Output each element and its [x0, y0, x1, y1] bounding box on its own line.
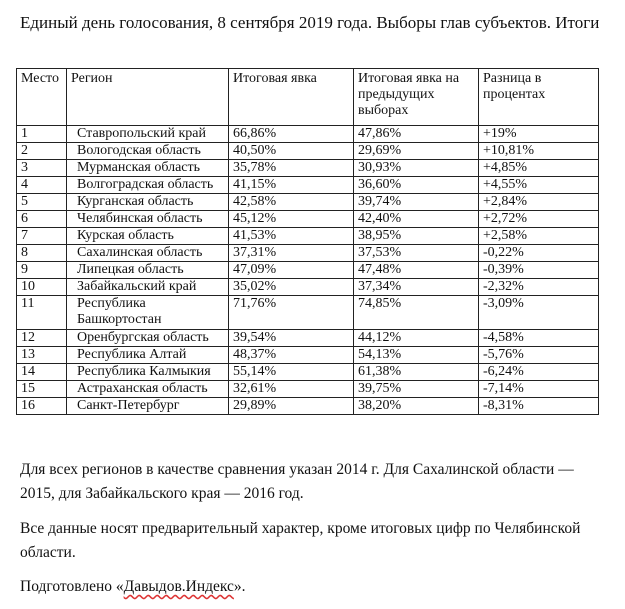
region-cell: Вологодская область: [67, 143, 229, 160]
difference-cell: +4,55%: [479, 177, 599, 194]
region-cell: Липецкая область: [67, 262, 229, 279]
difference-cell: -0,22%: [479, 245, 599, 262]
region-cell: Республика Алтай: [67, 347, 229, 364]
region-cell: Астраханская область: [67, 381, 229, 398]
table-row: [17, 194, 599, 211]
region-cell: Республика Башкортостан: [67, 296, 229, 330]
previous-turnout-cell: 39,75%: [354, 381, 479, 398]
table-row: [17, 296, 599, 330]
region-cell: Республика Калмыкия: [67, 364, 229, 381]
region-cell: Курская область: [67, 228, 229, 245]
turnout-cell: 29,89%: [229, 398, 354, 415]
header-turnout: Итоговая явка: [229, 69, 354, 126]
place-cell: 6: [17, 211, 67, 228]
davydov-index-link[interactable]: Давыдов.Индекс: [123, 578, 234, 595]
region-cell: Оренбургская область: [67, 330, 229, 347]
previous-turnout-cell: 74,85%: [354, 296, 479, 330]
region-cell: Забайкальский край: [67, 279, 229, 296]
previous-turnout-cell: 47,48%: [354, 262, 479, 279]
turnout-cell: 47,09%: [229, 262, 354, 279]
place-cell: 16: [17, 398, 67, 415]
table-row: [17, 279, 599, 296]
difference-cell: -5,76%: [479, 347, 599, 364]
place-cell: 2: [17, 143, 67, 160]
previous-turnout-cell: 44,12%: [354, 330, 479, 347]
table-row: [17, 143, 599, 160]
previous-turnout-cell: 30,93%: [354, 160, 479, 177]
place-cell: 11: [17, 296, 67, 330]
difference-cell: -7,14%: [479, 381, 599, 398]
prepared-prefix: Подготовлено «: [20, 578, 124, 595]
turnout-cell: 42,58%: [229, 194, 354, 211]
place-cell: 7: [17, 228, 67, 245]
previous-turnout-cell: 54,13%: [354, 347, 479, 364]
region-cell: Сахалинская область: [67, 245, 229, 262]
previous-turnout-cell: 37,53%: [354, 245, 479, 262]
table-row: [17, 126, 599, 143]
header-previous-turnout: Итоговая явка на предыдущих выборах: [354, 69, 479, 126]
region-cell: Санкт-Петербург: [67, 398, 229, 415]
turnout-cell: 55,14%: [229, 364, 354, 381]
turnout-cell: 71,76%: [229, 296, 354, 330]
difference-cell: -8,31%: [479, 398, 599, 415]
place-cell: 8: [17, 245, 67, 262]
place-cell: 5: [17, 194, 67, 211]
turnout-cell: 48,37%: [229, 347, 354, 364]
place-cell: 12: [17, 330, 67, 347]
table-row: [17, 398, 599, 415]
difference-cell: +2,72%: [479, 211, 599, 228]
page-title: Единый день голосования, 8 сентября 2019 года. Выборы глав субъектов. Итоги: [20, 13, 600, 32]
header-place: Место: [17, 69, 67, 126]
header-region: Регион: [67, 69, 229, 126]
table-row: [17, 245, 599, 262]
difference-cell: -2,32%: [479, 279, 599, 296]
difference-cell: +4,85%: [479, 160, 599, 177]
turnout-cell: 35,02%: [229, 279, 354, 296]
place-cell: 10: [17, 279, 67, 296]
place-cell: 15: [17, 381, 67, 398]
table-row: [17, 228, 599, 245]
turnout-cell: 41,15%: [229, 177, 354, 194]
difference-cell: +19%: [479, 126, 599, 143]
difference-cell: +2,84%: [479, 194, 599, 211]
table-row: [17, 160, 599, 177]
previous-turnout-cell: 42,40%: [354, 211, 479, 228]
previous-turnout-cell: 38,95%: [354, 228, 479, 245]
previous-turnout-cell: 37,34%: [354, 279, 479, 296]
region-cell: Ставропольский край: [67, 126, 229, 143]
region-cell: Волгоградская область: [67, 177, 229, 194]
prepared-suffix: ».: [233, 578, 246, 595]
turnout-cell: 37,31%: [229, 245, 354, 262]
results-table: [16, 68, 599, 415]
turnout-cell: 45,12%: [229, 211, 354, 228]
turnout-cell: 35,78%: [229, 160, 354, 177]
prepared-by-note: [20, 575, 610, 599]
table-row: [17, 364, 599, 381]
turnout-cell: 41,53%: [229, 228, 354, 245]
turnout-cell: 39,54%: [229, 330, 354, 347]
difference-cell: -0,39%: [479, 262, 599, 279]
turnout-cell: 40,50%: [229, 143, 354, 160]
place-cell: 1: [17, 126, 67, 143]
place-cell: 13: [17, 347, 67, 364]
difference-cell: -3,09%: [479, 296, 599, 330]
table-row: [17, 211, 599, 228]
previous-turnout-cell: 38,20%: [354, 398, 479, 415]
difference-cell: +10,81%: [479, 143, 599, 160]
difference-cell: -6,24%: [479, 364, 599, 381]
region-cell: Мурманская область: [67, 160, 229, 177]
header-difference: Разница в процентах: [479, 69, 599, 126]
place-cell: 9: [17, 262, 67, 279]
turnout-cell: 32,61%: [229, 381, 354, 398]
region-cell: Челябинская область: [67, 211, 229, 228]
previous-turnout-cell: 29,69%: [354, 143, 479, 160]
table-row: [17, 330, 599, 347]
table-row: [17, 347, 599, 364]
comparison-note: Для всех регионов в качестве сравнения указан 2014 г. Для Сахалинской области — 2015, для Забайкальского края — 2016 год.: [20, 461, 574, 502]
turnout-cell: 66,86%: [229, 126, 354, 143]
table-row: [17, 381, 599, 398]
preliminary-note: Все данные носят предварительный характер, кроме итоговых цифр по Челябинской области.: [20, 520, 581, 561]
table-header-row: [17, 69, 599, 126]
difference-cell: -4,58%: [479, 330, 599, 347]
place-cell: 4: [17, 177, 67, 194]
table-row: [17, 177, 599, 194]
place-cell: 14: [17, 364, 67, 381]
table-row: [17, 262, 599, 279]
previous-turnout-cell: 47,86%: [354, 126, 479, 143]
previous-turnout-cell: 39,74%: [354, 194, 479, 211]
region-cell: Курганская область: [67, 194, 229, 211]
difference-cell: +2,58%: [479, 228, 599, 245]
place-cell: 3: [17, 160, 67, 177]
table-body: [17, 126, 599, 415]
previous-turnout-cell: 61,38%: [354, 364, 479, 381]
previous-turnout-cell: 36,60%: [354, 177, 479, 194]
